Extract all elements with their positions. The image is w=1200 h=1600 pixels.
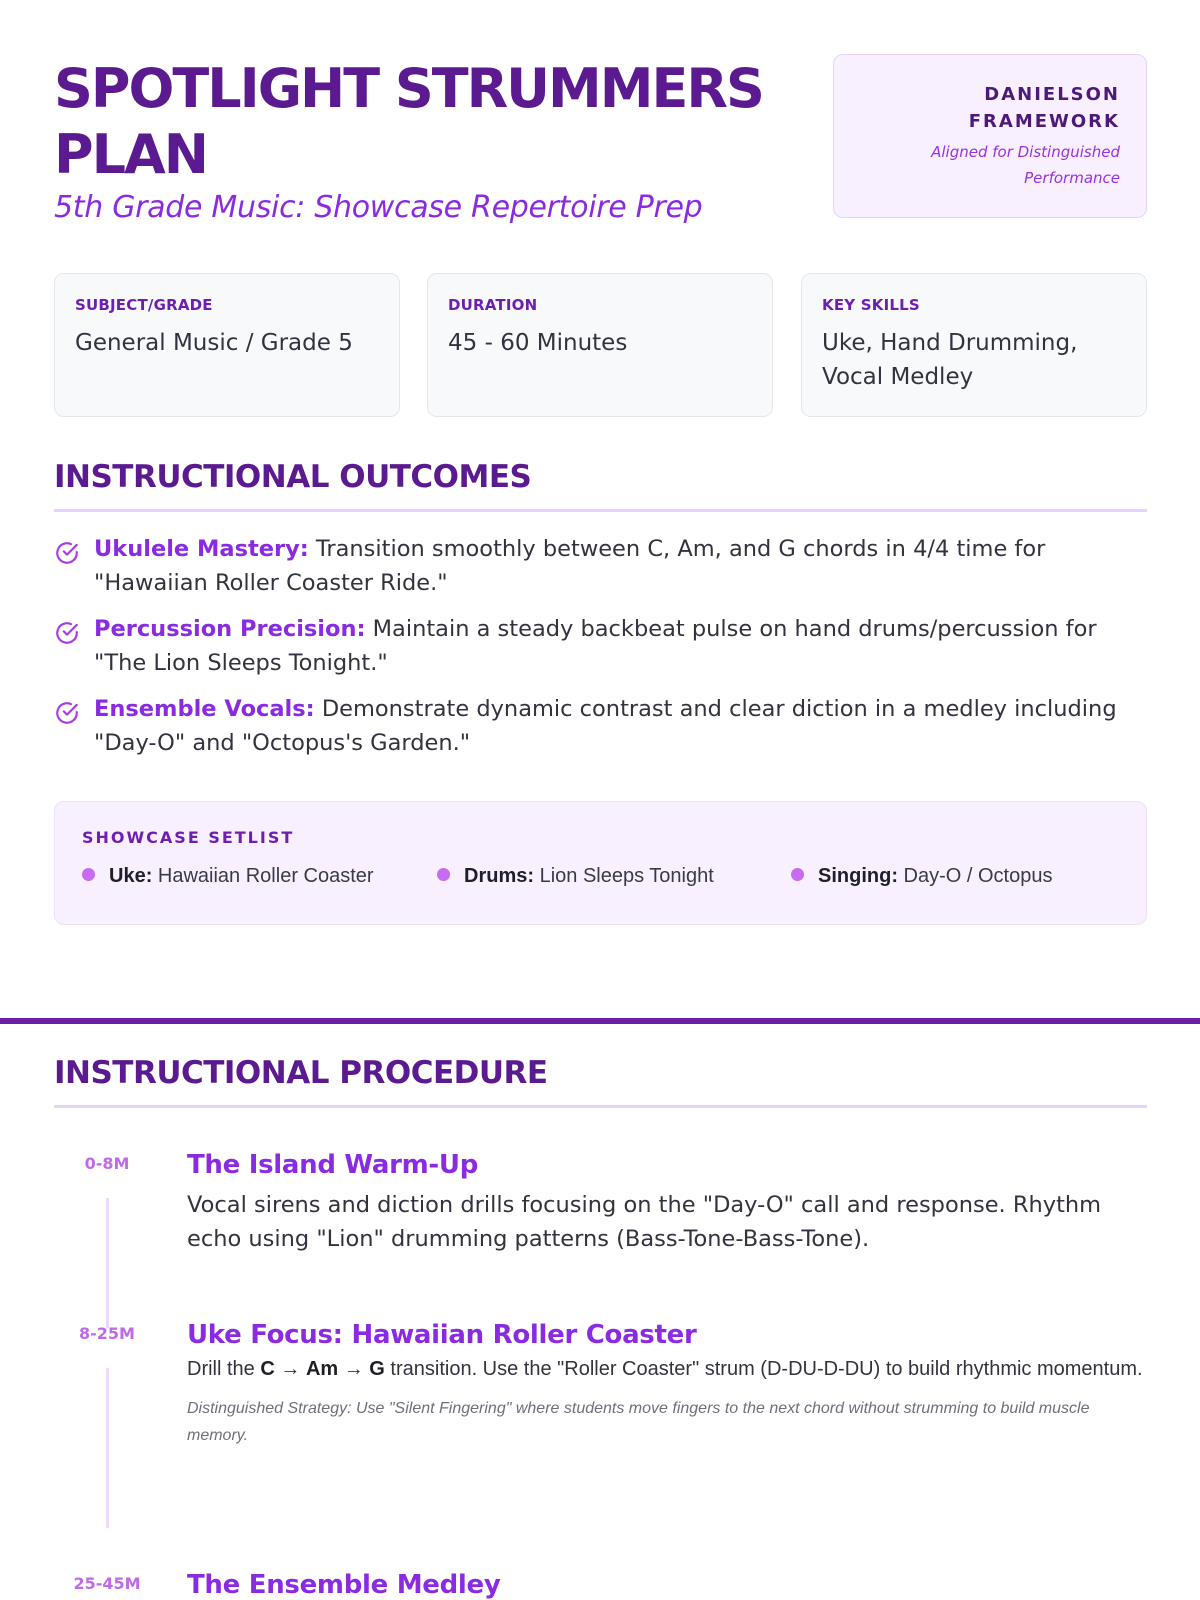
step-time: 25-45M — [73, 1574, 141, 1593]
card-label: SUBJECT/GRADE — [75, 296, 213, 314]
setlist-item — [791, 865, 1052, 888]
step-time: 0-8M — [84, 1154, 130, 1173]
step-title: The Island Warm-Up — [187, 1150, 479, 1180]
check-circle-icon — [54, 700, 80, 726]
page-subtitle: 5th Grade Music: Showcase Repertoire Prep — [54, 190, 703, 225]
outcome-text: Transition smoothly between C, Am, and G chords in 4/4 time for "Hawaiian Roller Coaster Ride." — [94, 536, 1046, 596]
list-item — [54, 692, 1147, 760]
card-label: DURATION — [448, 296, 538, 314]
setlist-item — [82, 865, 374, 888]
step-time: 8-25M — [79, 1324, 135, 1343]
check-circle-icon — [54, 540, 80, 566]
setlist-item-label: Singing: — [818, 865, 898, 887]
list-item — [54, 612, 1147, 680]
info-cards — [54, 273, 1147, 417]
page-divider — [0, 1018, 1200, 1024]
step-body — [187, 1150, 1147, 1256]
step-body — [187, 1320, 1147, 1449]
setlist-item — [437, 865, 714, 888]
desc-text: Drill the — [187, 1358, 261, 1380]
step-description — [187, 1356, 1147, 1383]
outcomes-list — [54, 532, 1147, 772]
setlist-items — [82, 865, 1119, 891]
page-title: SPOTLIGHT STRUMMERS PLAN — [54, 57, 763, 186]
key-skills-card — [801, 273, 1147, 417]
chord-name: C — [260, 1358, 275, 1380]
framework-title: DANIELSON FRAMEWORK — [968, 84, 1120, 132]
showcase-setlist — [54, 801, 1147, 925]
card-value: 45 - 60 Minutes — [448, 330, 628, 356]
outcome-label: Ensemble Vocals: — [94, 696, 315, 722]
desc-text: transition. Use the "Roller Coaster" strum (D-DU-D-DU) to build rhythmic momentum. — [384, 1358, 1143, 1380]
setlist-item-value: Hawaiian Roller Coaster — [152, 865, 374, 887]
step-title: The Ensemble Medley — [187, 1570, 501, 1600]
step-title: Uke Focus: Hawaiian Roller Coaster — [187, 1320, 697, 1350]
outcomes-heading: INSTRUCTIONAL OUTCOMES — [54, 459, 1147, 512]
card-value: Uke, Hand Drumming, Vocal Medley — [822, 330, 1078, 390]
step-body — [187, 1570, 1147, 1600]
arrow-icon: → — [338, 1358, 370, 1380]
step-description: Vocal sirens and diction drills focusing on the "Day-O" call and response. Rhythm echo using "Lion" drumming patterns (Bass-Tone-Bass-Tone). — [187, 1192, 1102, 1252]
framework-badge — [833, 54, 1147, 218]
framework-note: Aligned for Distinguished Performance — [931, 143, 1120, 187]
check-circle-icon — [54, 620, 80, 646]
card-label: KEY SKILLS — [822, 296, 920, 314]
procedure-heading: INSTRUCTIONAL PROCEDURE — [54, 1055, 1147, 1108]
bullet-dot-icon — [437, 868, 450, 881]
setlist-title: SHOWCASE SETLIST — [82, 828, 295, 847]
outcome-text: Maintain a steady backbeat pulse on hand drums/percussion for "The Lion Sleeps Tonight." — [94, 616, 1097, 676]
setlist-item-value: Day-O / Octopus — [897, 865, 1053, 887]
outcome-text: Demonstrate dynamic contrast and clear diction in a medley including "Day-O" and "Octopus's Garden." — [94, 696, 1117, 756]
bullet-dot-icon — [82, 868, 95, 881]
timeline-line — [106, 1368, 109, 1528]
header — [54, 54, 1147, 234]
subject-grade-card — [54, 273, 400, 417]
chord-name: Am — [305, 1358, 339, 1380]
card-value: General Music / Grade 5 — [75, 330, 353, 356]
strategy-note: Distinguished Strategy: Use "Silent Fingering" where students move fingers to the next chord without strumming to build muscle memory. — [187, 1400, 1090, 1444]
chord-name: G — [369, 1358, 385, 1380]
list-item — [54, 532, 1147, 600]
outcome-label: Percussion Precision: — [94, 616, 366, 642]
duration-card — [427, 273, 773, 417]
timeline-line — [106, 1198, 109, 1328]
arrow-icon: → — [274, 1358, 306, 1380]
outcome-label: Ukulele Mastery: — [94, 536, 309, 562]
setlist-item-value: Lion Sleeps Tonight — [534, 865, 714, 887]
setlist-item-label: Uke: — [109, 865, 153, 887]
bullet-dot-icon — [791, 868, 804, 881]
setlist-item-label: Drums: — [464, 865, 535, 887]
